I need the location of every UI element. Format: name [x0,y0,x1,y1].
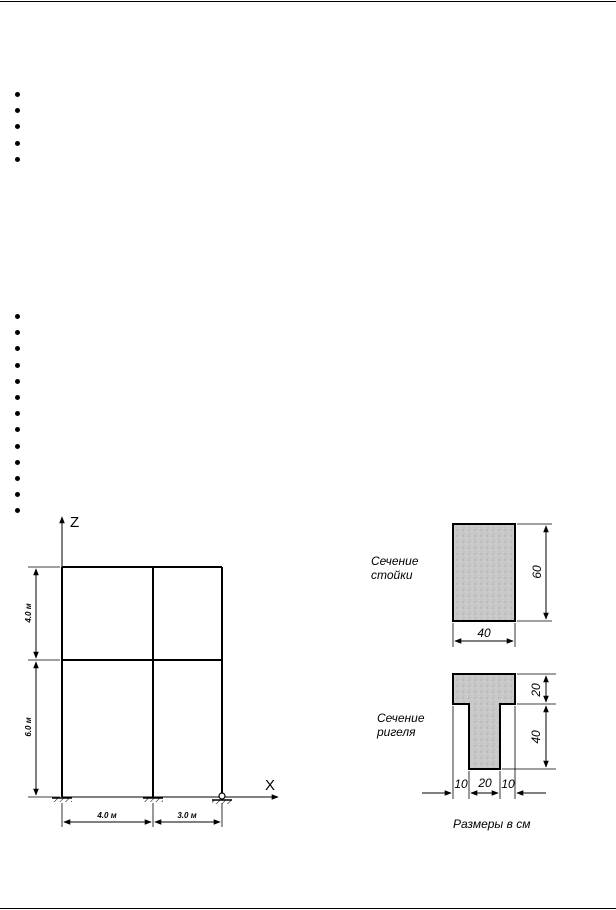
flange-height-label: 20 [529,683,543,697]
z-axis-label: Z [70,514,80,531]
beam-cross-section [453,674,515,769]
web-width-label: 20 [478,776,492,790]
bullet-group-2-marker [15,460,20,465]
bullet-group-2-marker [15,379,20,384]
x-axis-label: X [265,777,276,794]
fixed-support-middle [143,798,163,802]
left-span-label: 4.0 м [97,811,117,820]
column-width-label: 40 [477,626,491,640]
beam-section-title-line1: Сечение [377,711,425,725]
overhang-left-label: 10 [454,777,468,791]
bullet-group-1-marker [15,108,20,113]
bullet-group-2-marker [15,363,20,368]
bullet-group-1-marker [15,124,20,129]
height-dimensions [24,567,60,797]
structural-drawing [0,505,616,855]
span-dimensions [62,803,222,827]
bullet-group-1-marker [15,157,20,162]
frame-diagram [24,514,278,827]
overhang-right-label: 10 [501,777,515,791]
column-cross-section [453,524,515,621]
column-section [371,524,552,647]
lower-height-label: 6.0 м [24,717,33,737]
bullet-group-2-marker [15,492,20,497]
fixed-support-left [52,798,72,802]
web-height-label: 40 [529,730,543,744]
bullet-group-2-marker [15,411,20,416]
pinned-support-right [212,793,232,804]
column-height-label: 60 [530,565,544,579]
column-section-title-line1: Сечение [371,554,419,568]
bullet-group-2-marker [15,346,20,351]
beam-section-title-line2: ригеля [377,725,416,739]
bottom-rule [0,908,616,909]
beam-section [376,674,556,799]
column-section-title-line2: стойки [371,568,413,582]
bullet-group-2-marker [15,330,20,335]
bullet-group-1-marker [15,92,20,97]
right-span-label: 3.0 м [177,811,197,820]
upper-height-label: 4.0 м [24,603,33,623]
bullet-group-2-marker [15,444,20,449]
bullet-group-1-marker [15,141,20,146]
bullet-group-2-marker [15,314,20,319]
units-note: Размеры в см [453,817,531,831]
bullet-group-2-marker [15,395,20,400]
bullet-group-2-marker [15,427,20,432]
bullet-group-2-marker [15,476,20,481]
